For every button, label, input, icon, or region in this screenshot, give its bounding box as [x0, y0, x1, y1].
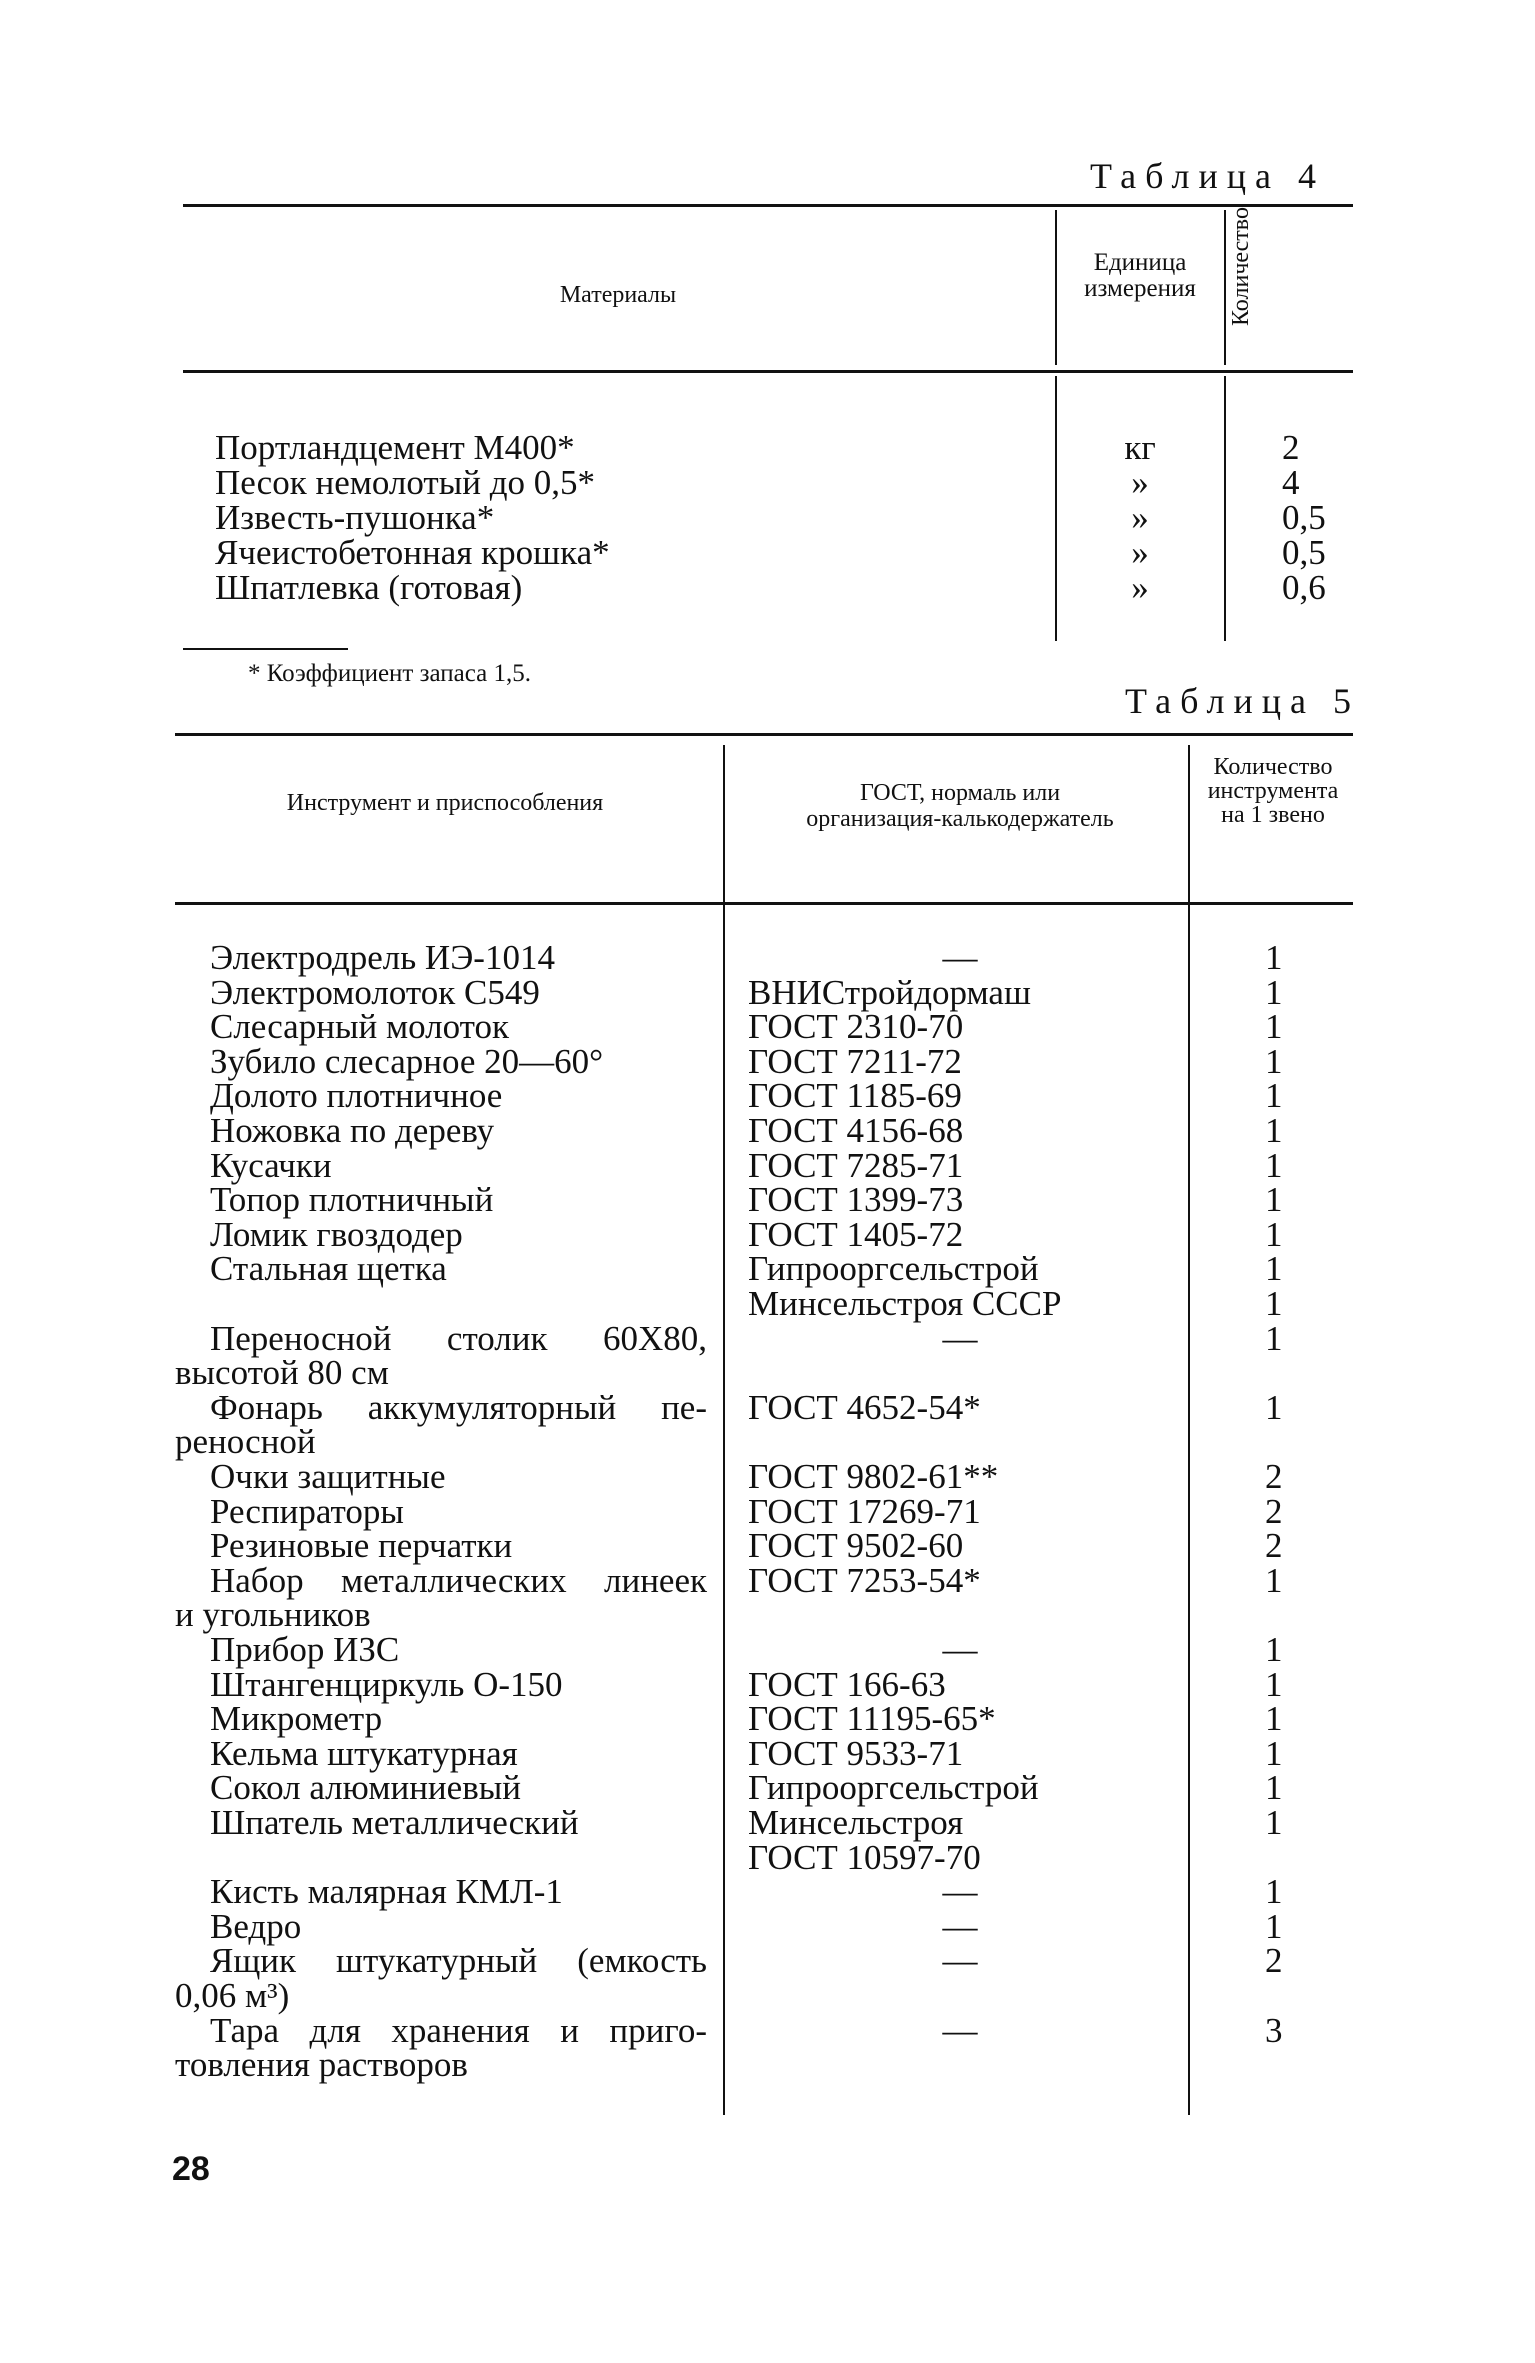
table5-row-qty: 1: [1265, 1042, 1283, 1081]
table5-row-qty: 1: [1265, 1665, 1283, 1704]
table5-row-gost: ГОСТ 9802-61**: [748, 1457, 999, 1496]
table4-row-qty: 4: [1282, 463, 1300, 502]
table5-row-name: Набор металлических линеек: [210, 1561, 707, 1600]
table5-row-gost: —: [942, 2011, 978, 2050]
table5-header-tool: Инструмент и приспособления: [286, 790, 604, 816]
table5-row-gost: Минсельстроя: [748, 1803, 964, 1842]
table5-row-gost: Гипрооргсельстрой: [748, 1249, 1039, 1288]
table4-row-qty: 0,5: [1282, 533, 1326, 572]
table4-header-quantity: Количество: [1228, 207, 1254, 326]
table5-row-qty: 1: [1265, 1319, 1283, 1358]
table5-caption: Таблица 5: [1125, 681, 1360, 721]
table4-row-unit: »: [1131, 568, 1149, 607]
table5-row-gost: ГОСТ 9533-71: [748, 1734, 964, 1773]
table5-row-name: Прибор ИЗС: [210, 1630, 400, 1669]
table4-col-divider-2: [1224, 210, 1226, 365]
table5-row-gost: ГОСТ 11195-65*: [748, 1699, 996, 1738]
table5-row-qty: 1: [1265, 1803, 1283, 1842]
table5-row-gost: ГОСТ 7253-54*: [748, 1561, 981, 1600]
table4-header-materials: Материалы: [559, 282, 677, 308]
table5-row-name: Тара для хранения и приго-: [210, 2011, 707, 2050]
table5-row-qty: 1: [1265, 1734, 1283, 1773]
table5-row-name: 0,06 м³): [175, 1976, 290, 2015]
table5-row-qty: 1: [1265, 1872, 1283, 1911]
table4-row-unit: »: [1131, 533, 1149, 572]
table5-row-qty: 3: [1265, 2011, 1283, 2050]
table5-row-qty: 2: [1265, 1492, 1283, 1531]
table5-row-name: реносной: [175, 1422, 316, 1461]
table5-row-gost: ГОСТ 2310-70: [748, 1007, 964, 1046]
table5-row-qty: 1: [1265, 1630, 1283, 1669]
table4-row-name: Известь-пушонка*: [215, 498, 495, 537]
table5-row-gost: ГОСТ 17269-71: [748, 1492, 981, 1531]
table4-header-rule: [183, 370, 1353, 373]
table5-header-gost: ГОСТ, нормаль или организация-калькодержатель: [806, 780, 1114, 832]
table5-row-gost: ГОСТ 1399-73: [748, 1180, 964, 1219]
table4-header-unit: Единица измерения: [1084, 249, 1196, 302]
table5-row-gost: ГОСТ 7211-72: [748, 1042, 962, 1081]
table4-body-divider-1: [1055, 376, 1057, 641]
table5-row-name: Переносной столик 60Х80,: [210, 1319, 707, 1358]
table5-row-gost: ВНИСтройдормаш: [748, 973, 1031, 1012]
table5-row-qty: 1: [1265, 1768, 1283, 1807]
table5-row-name: Ломик гвоздодер: [210, 1215, 463, 1254]
table4-row-unit: кг: [1124, 428, 1156, 467]
table5-row-gost: ГОСТ 10597-70: [748, 1838, 981, 1877]
table5-top-rule: [175, 733, 1353, 736]
table5-row-qty: 1: [1265, 938, 1283, 977]
table4-caption: Таблица 4: [1090, 156, 1325, 196]
table5-col-divider-1: [723, 745, 725, 2115]
table5-row-qty: 1: [1265, 1215, 1283, 1254]
table5-row-qty: 1: [1265, 1249, 1283, 1288]
table5-row-name: и угольников: [175, 1595, 371, 1634]
table5-row-name: Ведро: [210, 1907, 302, 1946]
table5-header-qty: Количество инструмента на 1 звено: [1207, 754, 1339, 828]
table5-row-gost: —: [942, 938, 978, 977]
table5-row-name: Зубило слесарное 20—60°: [210, 1042, 604, 1081]
table4-col-divider-1: [1055, 210, 1057, 365]
table5-row-gost: ГОСТ 166-63: [748, 1665, 946, 1704]
table4-row-name: Ячеистобетонная крошка*: [215, 533, 610, 572]
table5-row-qty: 1: [1265, 1907, 1283, 1946]
table5-row-qty: 1: [1265, 1561, 1283, 1600]
table5-row-name: высотой 80 см: [175, 1353, 389, 1392]
table4-row-name: Песок немолотый до 0,5*: [215, 463, 596, 502]
table4-row-unit: »: [1131, 463, 1149, 502]
table5-row-name: Кельма штукатурная: [210, 1734, 518, 1773]
table5-row-name: Шпатель металлический: [210, 1803, 579, 1842]
table5-row-gost: ГОСТ 1185-69: [748, 1076, 962, 1115]
table5-row-qty: 1: [1265, 1180, 1283, 1219]
table5-row-name: Электромолоток С549: [210, 973, 540, 1012]
table5-row-name: Сокол алюминиевый: [210, 1768, 521, 1807]
table5-row-gost: —: [942, 1319, 978, 1358]
table5-row-name: Очки защитные: [210, 1457, 446, 1496]
table5-row-name: Кисть малярная КМЛ-1: [210, 1872, 563, 1911]
table5-row-name: Кусачки: [210, 1146, 332, 1185]
table5-row-qty: 1: [1265, 973, 1283, 1012]
table5-row-gost: ГОСТ 7285-71: [748, 1146, 964, 1185]
table5-row-qty: 2: [1265, 1457, 1283, 1496]
table5-row-name: Резиновые перчатки: [210, 1526, 513, 1565]
table5-row-gost: ГОСТ 9502-60: [748, 1526, 964, 1565]
table5-row-gost: Минсельстроя СССР: [748, 1284, 1062, 1323]
table5-row-name: Ящик штукатурный (емкость: [210, 1941, 707, 1980]
table5-row-gost: ГОСТ 4652-54*: [748, 1388, 981, 1427]
footnote-rule: [183, 648, 348, 650]
page-number: 28: [172, 2150, 210, 2188]
table5-row-gost: ГОСТ 1405-72: [748, 1215, 964, 1254]
table5-row-qty: 1: [1265, 1076, 1283, 1115]
table5-row-gost: —: [942, 1907, 978, 1946]
table5-row-name: Стальная щетка: [210, 1249, 447, 1288]
table4-row-qty: 0,6: [1282, 568, 1326, 607]
table5-row-name: Электродрель ИЭ-1014: [210, 938, 555, 977]
table5-row-qty: 1: [1265, 1699, 1283, 1738]
table4-body-divider-2: [1224, 376, 1226, 641]
table5-row-name: Респираторы: [210, 1492, 404, 1531]
table5-row-qty: 1: [1265, 1111, 1283, 1150]
table5-row-gost: —: [942, 1941, 978, 1980]
table5-row-gost: —: [942, 1630, 978, 1669]
table5-row-name: Штангенциркуль О-150: [210, 1665, 563, 1704]
table5-row-qty: 1: [1265, 1388, 1283, 1427]
table5-row-qty: 1: [1265, 1146, 1283, 1185]
table5-row-qty: 1: [1265, 1284, 1283, 1323]
table4-row-name: Шпатлевка (готовая): [215, 568, 523, 607]
table5-row-gost: Гипрооргсельстрой: [748, 1768, 1039, 1807]
table4-row-unit: »: [1131, 498, 1149, 537]
table5-row-name: Долото плотничное: [210, 1076, 503, 1115]
table5-row-name: Топор плотничный: [210, 1180, 494, 1219]
table4-footnote: * Коэффициент запаса 1,5.: [248, 660, 531, 687]
table5-row-name: товления растворов: [175, 2045, 468, 2084]
table4-row-name: Портландцемент М400*: [215, 428, 575, 467]
table5-header-rule: [175, 902, 1353, 905]
table5-col-divider-2: [1188, 745, 1190, 2115]
table4-row-qty: 0,5: [1282, 498, 1326, 537]
table5-row-name: Ножовка по дереву: [210, 1111, 495, 1150]
table5-row-gost: —: [942, 1872, 978, 1911]
table5-row-name: Фонарь аккумуляторный пе-: [210, 1388, 707, 1427]
table5-row-name: Слесарный молоток: [210, 1007, 509, 1046]
table5-row-qty: 1: [1265, 1007, 1283, 1046]
table4-row-qty: 2: [1282, 428, 1300, 467]
table5-row-gost: ГОСТ 4156-68: [748, 1111, 964, 1150]
table5-row-qty: 2: [1265, 1941, 1283, 1980]
table5-row-name: Микрометр: [210, 1699, 383, 1738]
table5-row-qty: 2: [1265, 1526, 1283, 1565]
table4-top-rule: [183, 204, 1353, 207]
